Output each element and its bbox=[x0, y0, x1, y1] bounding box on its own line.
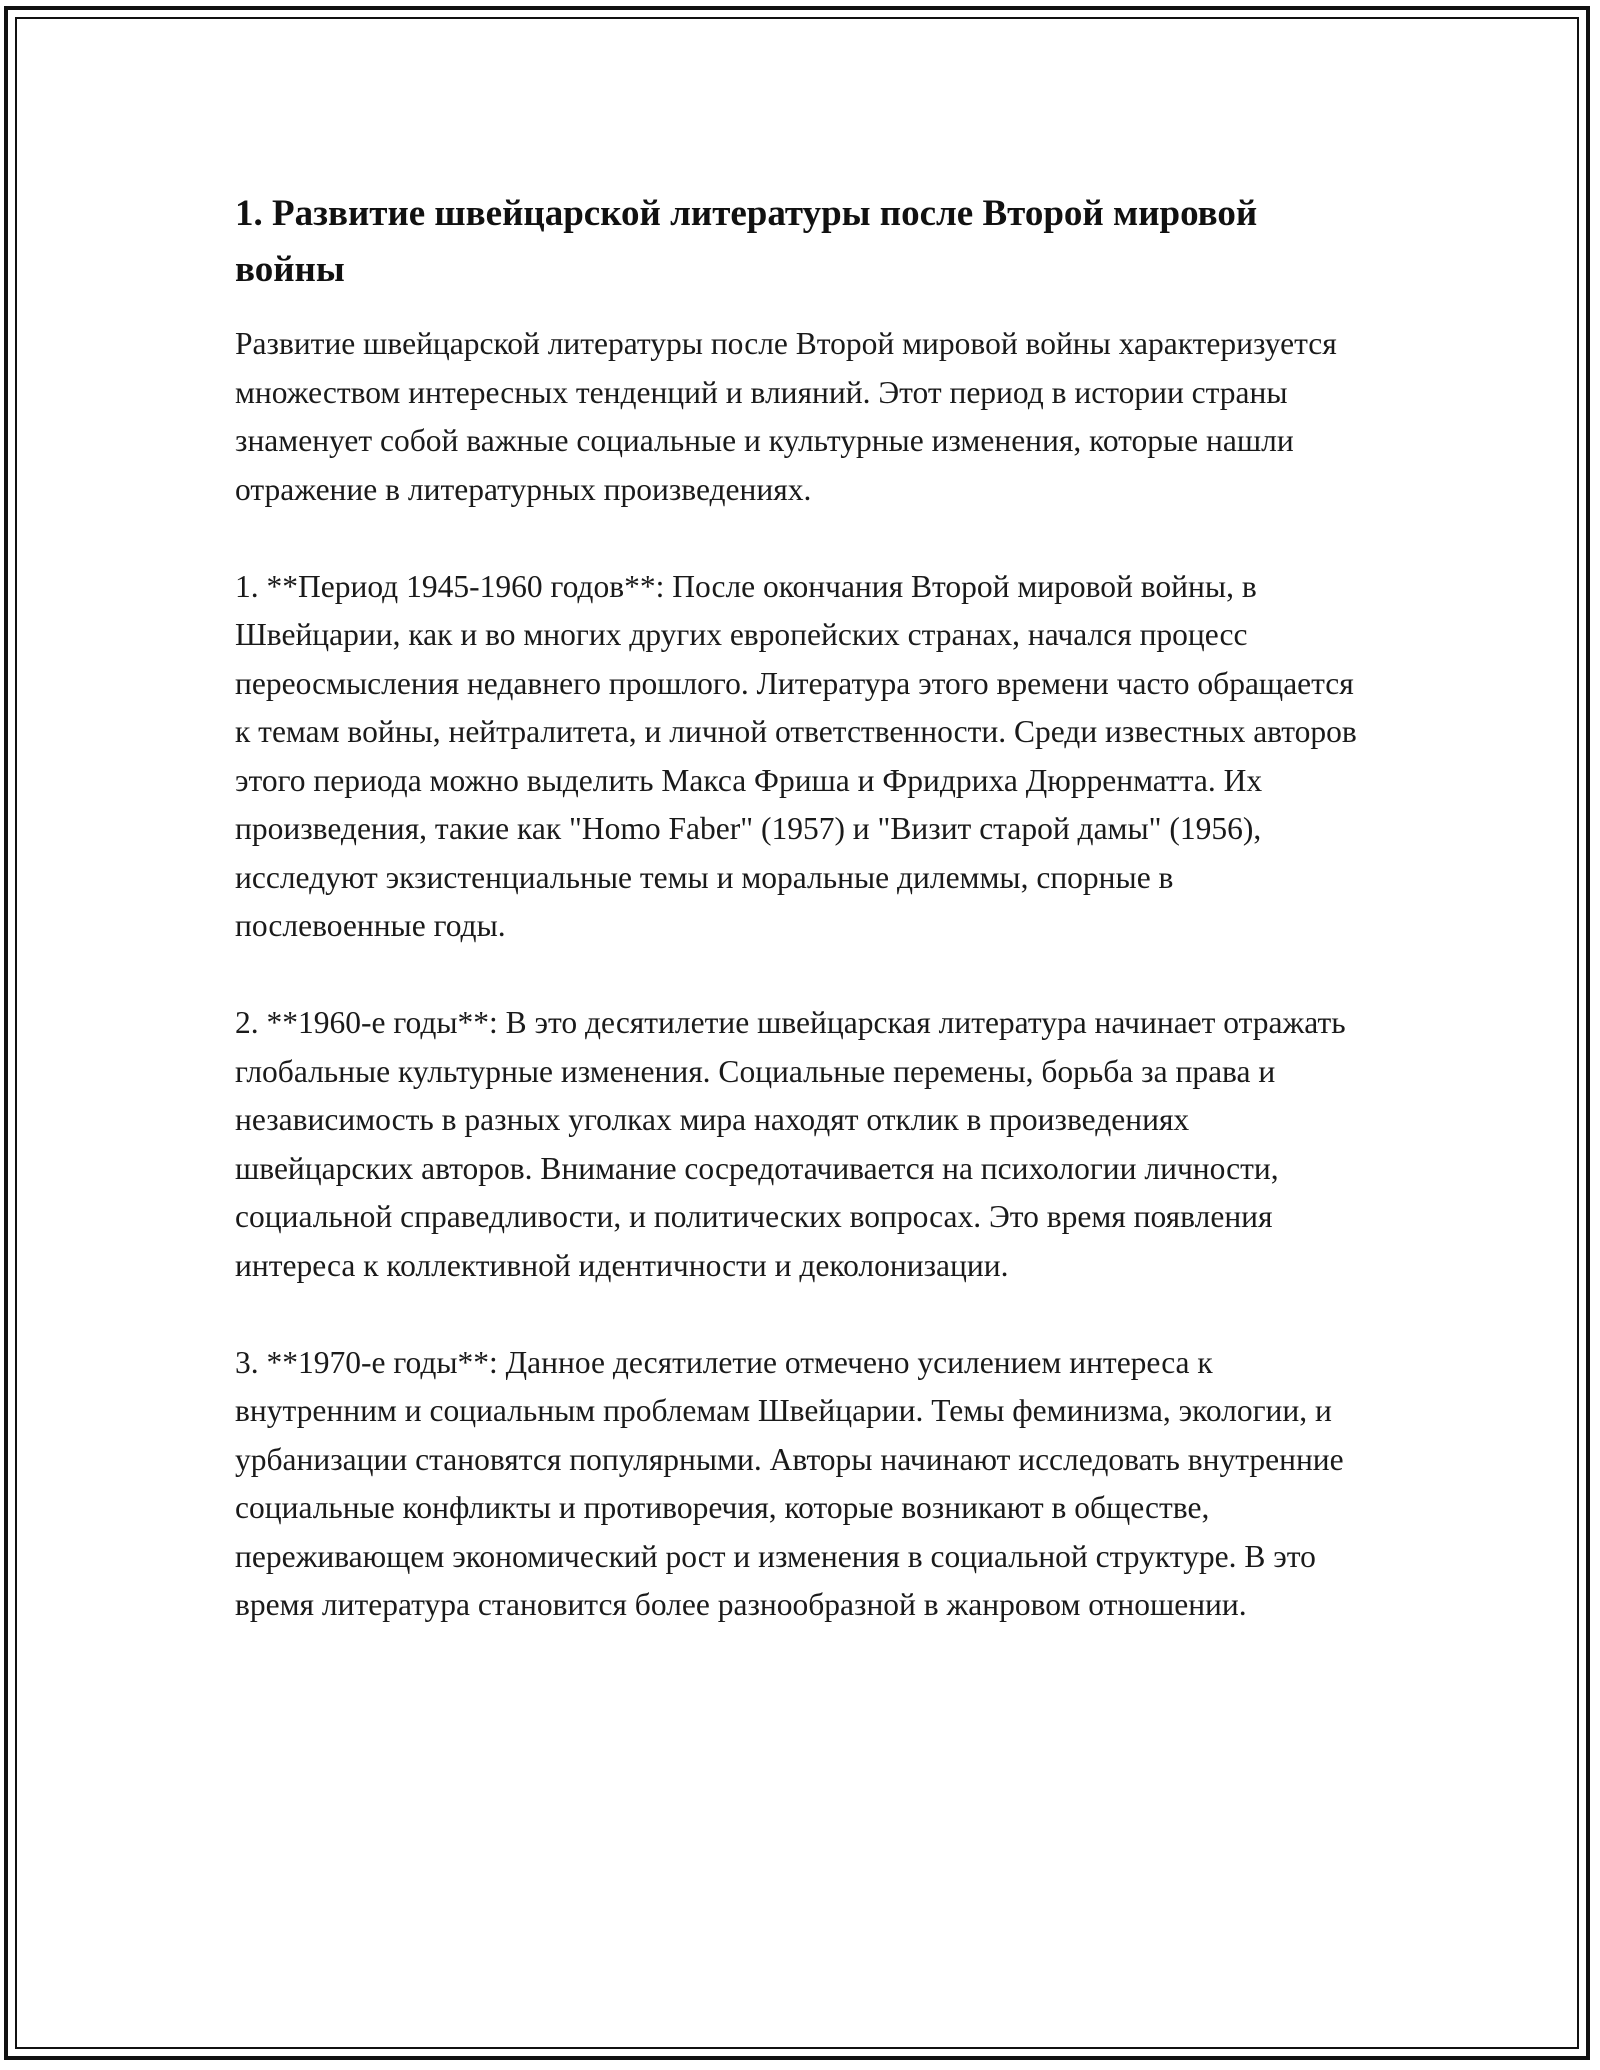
intro-paragraph: Развитие швейцарской литературы после Второй мировой войны характеризуется множеством интересных тенденций и влияний. Этот период в истории страны знаменует собой важные социальные и культурные изменения, которые нашли отражение в литературных произведениях. bbox=[235, 326, 1337, 507]
period-1945-1960-paragraph: 1. **Период 1945-1960 годов**: После окончания Второй мировой войны, в Швейцарии, как и во многих других европейских странах, начался процесс переосмысления недавнего прошлого. Литература этого времени часто обращается к темам войны, нейтралитета, и личной ответственности. Среди известных авторов этого периода можно выделить Макса Фриша и Фридриха Дюрренматта. Их произведения, такие как "Homo Faber" (1957) и "Визит старой дамы" (1956), исследуют экзистенциальные темы и моральные дилеммы, спорные в послевоенные годы. bbox=[235, 568, 1357, 943]
document-body bbox=[235, 186, 1365, 1630]
period-1970s-paragraph: 3. **1970-е годы**: Данное десятилетие отмечено усилением интереса к внутренним и социальным проблемам Швейцарии. Темы феминизма, экологии, и урбанизации становятся популярными. Авторы начинают исследовать внутренние социальные конфликты и противоречия, которые возникают в обществе, переживающем экономический рост и изменения в социальной структуре. В это время литература становится более разнообразной в жанровом отношении. bbox=[235, 1344, 1344, 1622]
period-1960s-paragraph: 2. **1960-е годы**: В это десятилетие швейцарская литература начинает отражать глобальные культурные изменения. Социальные перемены, борьба за права и независимость в разных уголках мира находят отклик в произведениях швейцарских авторов. Внимание сосредотачивается на психологии личности, социальной справедливости, и политических вопросах. Это время появления интереса к коллективной идентичности и деколонизации. bbox=[235, 1005, 1346, 1283]
section-heading: 1. Развитие швейцарской литературы после Второй мировой войны bbox=[235, 193, 1258, 290]
